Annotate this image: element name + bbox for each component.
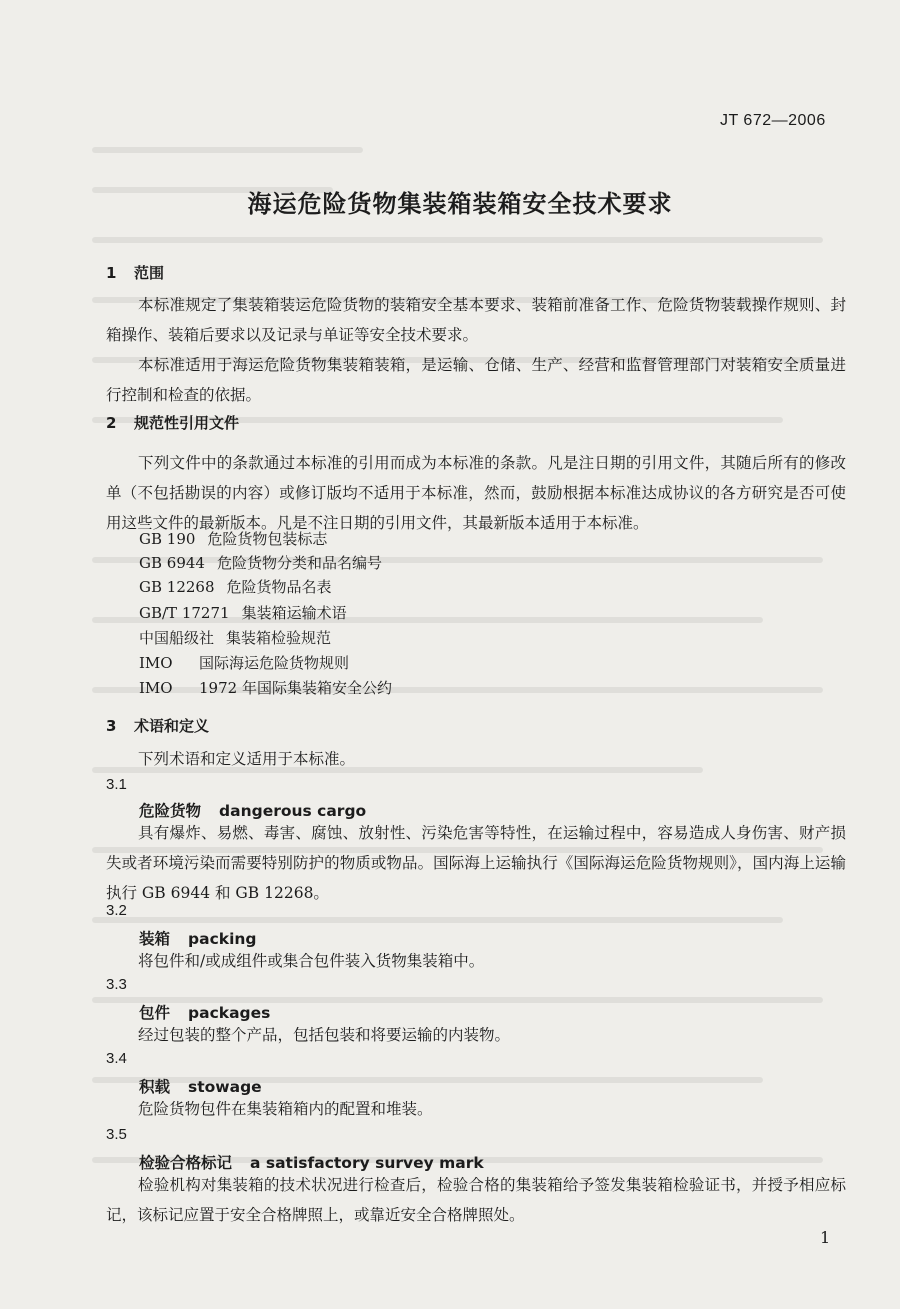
reference-item xyxy=(139,528,327,549)
term-definition: 检验机构对集装箱的技术状况进行检查后，检验合格的集装箱给予签发集装箱检验证书，并授予相应标记，该标记应置于安全合格牌照上，或靠近安全合格牌照处。 xyxy=(106,1176,846,1224)
term-chinese: 装箱 xyxy=(139,930,171,948)
term-number: 3.4 xyxy=(106,1050,127,1067)
term-english: packages xyxy=(188,1004,271,1022)
reference-code: GB 12268 xyxy=(139,578,215,596)
section-number: 3 xyxy=(106,717,117,735)
reference-item xyxy=(139,602,347,623)
term-definition: 具有爆炸、易燃、毒害、腐蚀、放射性、污染危害等特性，在运输过程中，容易造成人身伤害、财产损失或者环境污染而需要特别防护的物质或物品。国际海上运输执行《国际海运危险货物规则》，国内海上运输执行 GB 6944 和 GB 12268。 xyxy=(106,824,846,902)
reference-item xyxy=(139,677,392,698)
page-number: 1 xyxy=(820,1228,831,1247)
reference-title: 集装箱运输术语 xyxy=(241,604,347,622)
reference-code: GB 190 xyxy=(139,530,196,548)
document-title: 海运危险货物集装箱装箱安全技术要求 xyxy=(247,190,673,218)
reference-item xyxy=(139,576,332,597)
term-definition: 危险货物包件在集装箱箱内的配置和堆装。 xyxy=(138,1100,433,1118)
term-chinese: 包件 xyxy=(139,1004,171,1022)
term-chinese: 检验合格标记 xyxy=(139,1154,233,1172)
section-title: 术语和定义 xyxy=(134,717,210,735)
term-english: packing xyxy=(188,930,257,948)
term-definition: 经过包装的整个产品，包括包装和将要运输的内装物。 xyxy=(138,1026,511,1044)
term-english: dangerous cargo xyxy=(219,802,367,820)
terms-intro-paragraph: 下列术语和定义适用于本标准。 xyxy=(138,750,356,768)
section-number: 1 xyxy=(106,264,117,282)
reference-code: 中国船级社 xyxy=(139,629,215,647)
reference-item xyxy=(139,652,349,673)
term-number: 3.2 xyxy=(106,902,127,919)
term-chinese: 积载 xyxy=(139,1078,171,1096)
reference-code: IMO xyxy=(139,679,173,697)
scope-paragraph-1: 本标准规定了集装箱装运危险货物的装箱安全基本要求、装箱前准备工作、危险货物装载操作规则、封箱操作、装箱后要求以及记录与单证等安全技术要求。 xyxy=(106,296,846,344)
section-title: 规范性引用文件 xyxy=(134,414,240,432)
reference-item xyxy=(139,627,331,648)
section-heading-terms xyxy=(106,715,209,736)
reference-code: IMO xyxy=(139,654,173,672)
term-number: 3.3 xyxy=(106,976,127,993)
term-definition: 将包件和/或成组件或集合包件装入货物集装箱中。 xyxy=(138,952,485,970)
term-number: 3.1 xyxy=(106,776,127,793)
reference-title: 1972 年国际集装箱安全公约 xyxy=(199,679,392,697)
section-number: 2 xyxy=(106,414,117,432)
term-english: stowage xyxy=(188,1078,262,1096)
reference-title: 危险货物包装标志 xyxy=(207,530,328,548)
term-number: 3.5 xyxy=(106,1126,127,1143)
term-english: a satisfactory survey mark xyxy=(250,1154,484,1172)
reference-item xyxy=(139,552,382,573)
standard-code: JT 672—2006 xyxy=(720,112,826,129)
reference-code: GB/T 17271 xyxy=(139,604,230,622)
section-heading-references xyxy=(106,412,239,433)
section-title: 范围 xyxy=(134,264,165,282)
reference-title: 危险货物品名表 xyxy=(226,578,332,596)
scope-paragraph-2: 本标准适用于海运危险货物集装箱装箱，是运输、仓储、生产、经营和监督管理部门对装箱安全质量进行控制和检查的依据。 xyxy=(106,356,846,404)
section-heading-scope xyxy=(106,262,164,283)
reference-title: 集装箱检验规范 xyxy=(226,629,332,647)
references-intro-paragraph: 下列文件中的条款通过本标准的引用而成为本标准的条款。凡是注日期的引用文件，其随后所有的修改单（不包括勘误的内容）或修订版均不适用于本标准，然而，鼓励根据本标准达成协议的各方研究是否可使用这些文件的最新版本。凡是不注日期的引用文件，其最新版本适用于本标准。 xyxy=(106,454,846,532)
term-chinese: 危险货物 xyxy=(139,802,202,820)
reference-title: 危险货物分类和品名编号 xyxy=(216,554,382,572)
reference-code: GB 6944 xyxy=(139,554,205,572)
reference-title: 国际海运危险货物规则 xyxy=(199,654,350,672)
